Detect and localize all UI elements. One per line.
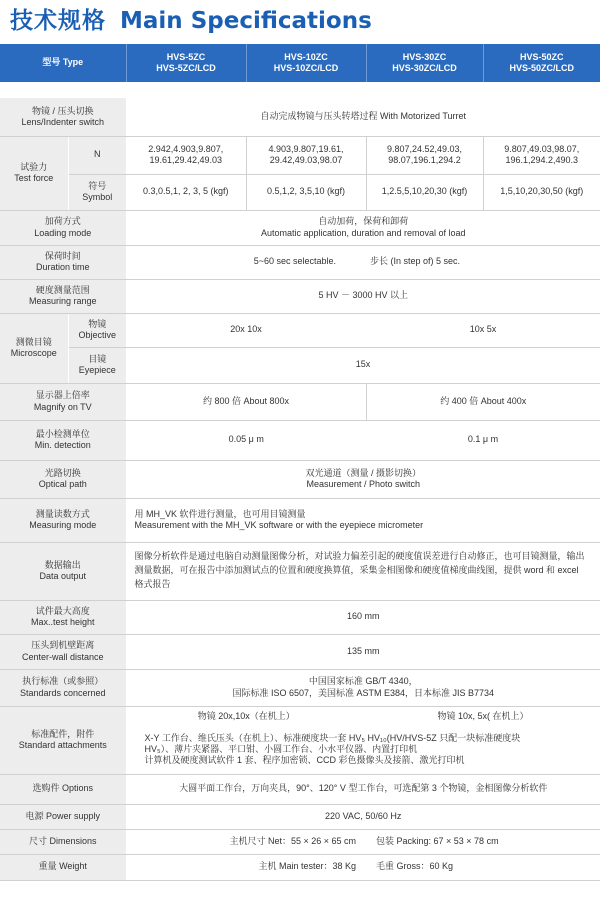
options-label: 选购件 Options (0, 774, 126, 804)
page-title (10, 4, 372, 38)
power-value: 220 VAC, 50/60 Hz (126, 804, 600, 829)
test-force-sym-2: 0.5,1,2, 3,5,10 (kgf) (246, 174, 366, 210)
magnify-value-b: 约 400 倍 About 400x (366, 383, 600, 420)
data-output-label: 数据输出 Data output (0, 542, 126, 600)
duration-value-b: 步长 (In step of) 5 sec. (366, 245, 600, 279)
title-zh: 技术规格 (10, 8, 106, 34)
measuring-mode-label: 测量读数方式 Measuring mode (0, 498, 126, 542)
attachments-objective-a: 物镜 20x,10x（在机上） (197, 710, 295, 721)
test-force-symbol-label: 符号 Symbol (68, 174, 126, 210)
loading-label: 加荷方式 Loading mode (0, 210, 126, 245)
model-col-1: HVS-5ZC HVS-5ZC/LCD (126, 44, 246, 82)
turret-label: 物镜 / 压头切换 Lens/Indenter switch (0, 98, 126, 136)
standards-value: 中国国家标准 GB/T 4340， 国际标准 ISO 6507，美国标准 ASTM E384，日本标准 JIS B7734 (126, 669, 600, 706)
weight-label: 重量 Weight (0, 854, 126, 880)
attachments-objective-b: 物镜 10x, 5x( 在机上） (437, 710, 529, 721)
magnify-label: 显示器上倍率 Magnify on TV (0, 383, 126, 420)
optical-label: 光路切换 Optical path (0, 460, 126, 498)
objective-label: 物镜 Objective (68, 313, 126, 347)
weight-value-b: 毛重 Gross：60 Kg (366, 854, 600, 880)
test-force-n-label: N (68, 136, 126, 174)
row-loading (0, 210, 600, 245)
row-measuring-mode (0, 498, 600, 542)
model-col-2: HVS-10ZC HVS-10ZC/LCD (246, 44, 366, 82)
row-magnify (0, 383, 600, 420)
row-microscope-eyepiece (0, 347, 600, 383)
duration-value-a: 5~60 sec selectable. (126, 245, 366, 279)
power-label: 电源 Power supply (0, 804, 126, 829)
objective-value-b: 10x 5x (366, 313, 600, 347)
range-value: 5 HV － 3000 HV 以上 (126, 279, 600, 313)
row-detection (0, 420, 600, 460)
detection-value-b: 0.1 μ m (366, 420, 600, 460)
max-height-value: 160 mm (126, 600, 600, 634)
table-header-row (0, 44, 600, 82)
data-output-value: 图像分析软件是通过电脑自动测量图像分析，对试验力偏差引起的硬度值误差进行自动修正，也可目镜测量，输出测量数据，可在报告中添加测试点的位置和硬度换算值，采集金相图像和硬度值梯度曲线图，提供 word 和 excel 格式报告 (126, 542, 600, 600)
dimensions-label: 尺寸 Dimensions (0, 829, 126, 854)
eyepiece-value: 15x (126, 347, 600, 383)
objective-value-a: 20x 10x (126, 313, 366, 347)
attachments-label: 标准配件，附件 Standard attachments (0, 706, 126, 774)
measuring-mode-value: 用 MH_VK 软件进行测量，也可用目镜测量 Measurement with the MH_VK software or with the eyepiece micrometer (126, 498, 600, 542)
row-standards (0, 669, 600, 706)
options-value: 大圆平面工作台，万向夹具，90°、120° V 型工作台，可选配第 3 个物镜，金相图像分析软件 (126, 774, 600, 804)
row-test-force-symbol (0, 174, 600, 210)
row-max-height (0, 600, 600, 634)
test-force-n-2: 4.903,9.807,19.61, 29.42,49.03,98.07 (246, 136, 366, 174)
test-force-sym-3: 1,2.5,5,10,20,30 (kgf) (366, 174, 483, 210)
test-force-label: 试验力 Test force (0, 136, 68, 210)
row-center-wall (0, 634, 600, 669)
optical-value: 双光通道（测量 / 摄影切换） Measurement / Photo switch (126, 460, 600, 498)
center-wall-value: 135 mm (126, 634, 600, 669)
row-attachments-objective (0, 706, 600, 726)
row-power (0, 804, 600, 829)
model-col-4: HVS-50ZC HVS-50ZC/LCD (483, 44, 600, 82)
spec-table (0, 44, 600, 881)
row-microscope-objective (0, 313, 600, 347)
standards-label: 执行标准（或参照） Standards concerned (0, 669, 126, 706)
row-options (0, 774, 600, 804)
range-label: 硬度测量范围 Measuring range (0, 279, 126, 313)
detection-label: 最小检测单位 Min. detection (0, 420, 126, 460)
detection-value-a: 0.05 μ m (126, 420, 366, 460)
test-force-n-1: 2.942,4.903,9.807, 19.61,29.42,49.03 (126, 136, 246, 174)
turret-value: 自动完成物镜与压头转塔过程 With Motorized Turret (126, 98, 600, 136)
row-turret (0, 98, 600, 136)
weight-value-a: 主机 Main tester：38 Kg (126, 854, 366, 880)
row-dimensions (0, 829, 600, 854)
test-force-sym-4: 1,5,10,20,30,50 (kgf) (483, 174, 600, 210)
title-en: Main Specifications (120, 8, 372, 34)
test-force-n-4: 9.807,49.03,98.07, 196.1,294.2,490.3 (483, 136, 600, 174)
model-col-3: HVS-30ZC HVS-30ZC/LCD (366, 44, 483, 82)
row-optical (0, 460, 600, 498)
duration-label: 保荷时间 Duration time (0, 245, 126, 279)
center-wall-label: 压头到机壁距离 Center-wall distance (0, 634, 126, 669)
row-test-force-n (0, 136, 600, 174)
row-range (0, 279, 600, 313)
eyepiece-label: 目镜 Eyepiece (68, 347, 126, 383)
dimensions-value-a: 主机尺寸 Net：55 × 26 × 65 cm (126, 829, 366, 854)
row-data-output (0, 542, 600, 600)
row-duration (0, 245, 600, 279)
model-label: 型号 Type (0, 44, 126, 82)
test-force-n-3: 9.807,24.52,49.03, 98.07,196.1,294.2 (366, 136, 483, 174)
max-height-label: 试件最大高度 Max..test height (0, 600, 126, 634)
magnify-value-a: 约 800 倍 About 800x (126, 383, 366, 420)
row-weight (0, 854, 600, 880)
loading-value: 自动加荷，保荷和卸荷 Automatic application, duration and removal of load (126, 210, 600, 245)
header-gap (0, 82, 600, 98)
attachments-list: X-Y 工作台、维氏压头（在机上）、标准硬度块一套 HV₅ HV₁₀(HV/HVS-5Z 只配一块标准硬度块 HV₅）、薄片夹紧器、平口钳、小圆工作台、小水平仪器、内置打印机 计算机及硬度测试软件 1 套、程序加密锁、CCD 彩色摄像头及接箭、激光打印机 (126, 726, 600, 774)
microscope-label: 测微目镜 Microscope (0, 313, 68, 383)
test-force-sym-1: 0.3,0.5,1, 2, 3, 5 (kgf) (126, 174, 246, 210)
dimensions-value-b: 包装 Packing: 67 × 53 × 78 cm (366, 829, 600, 854)
